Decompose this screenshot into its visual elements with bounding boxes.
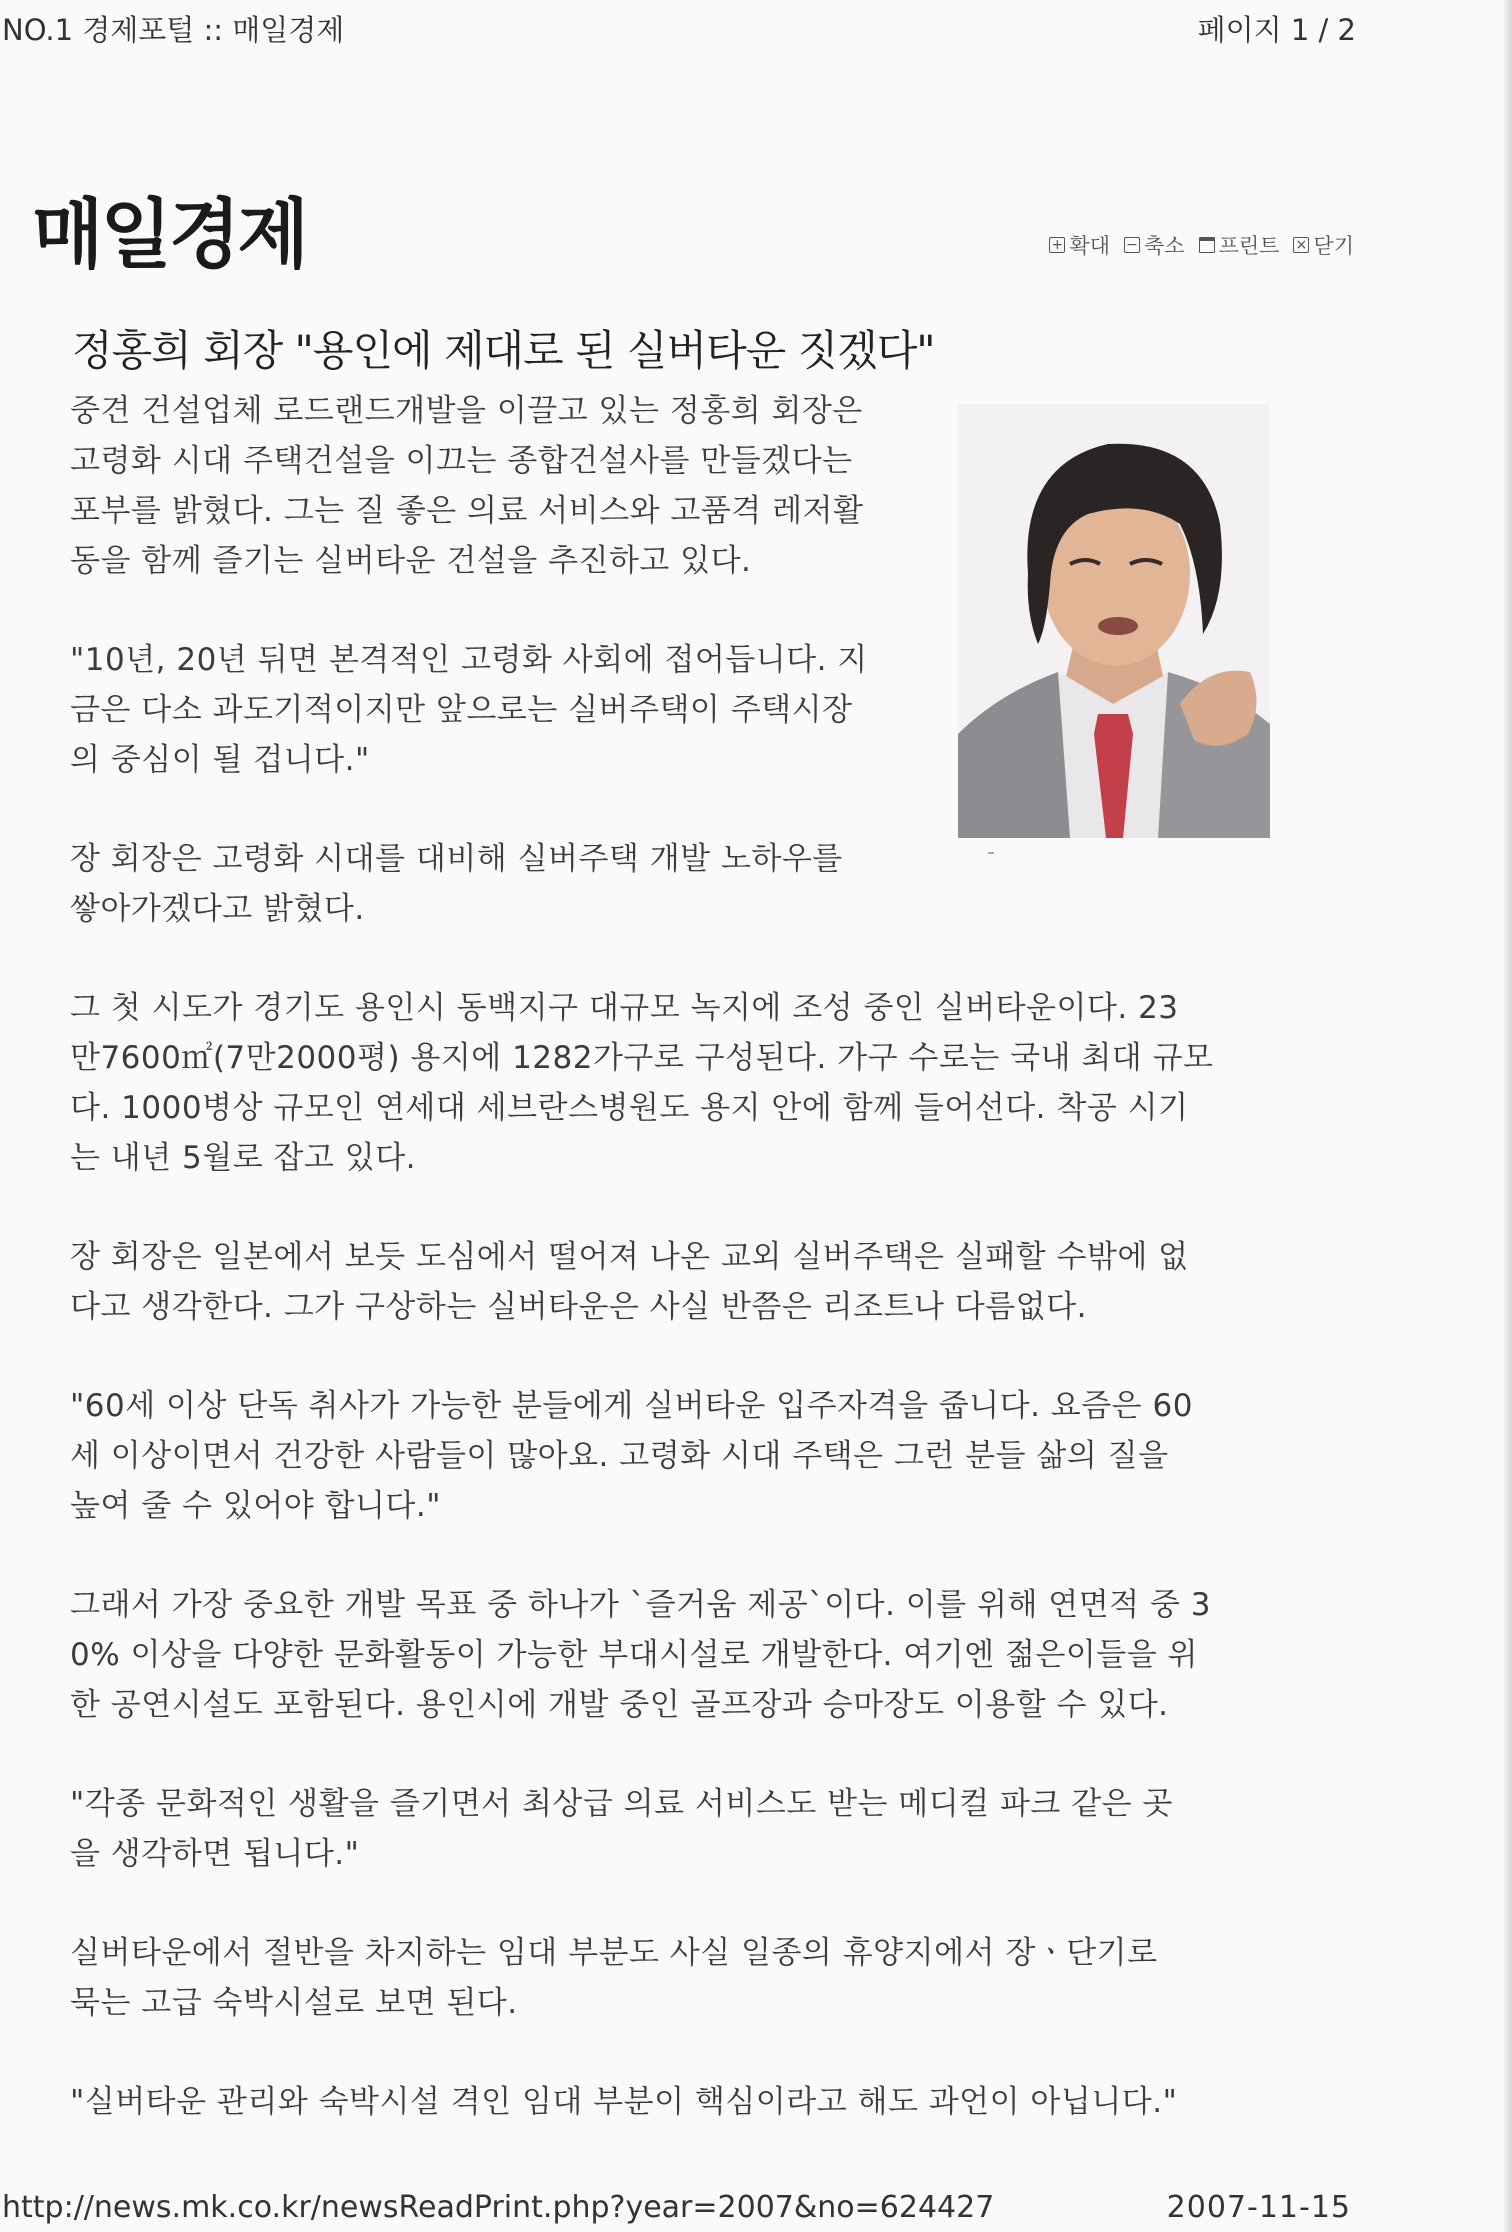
close-box-icon: × — [1293, 237, 1309, 253]
paragraph: 그래서 가장 중요한 개발 목표 중 하나가 `즐거움 제공`이다. 이를 위해 연면적 중 3 0% 이상을 다양한 문화활동이 가능한 부대시설로 개발한다. 여기엔 젊은이들을 위 한 공연시설도 포함된다. 용인시에 개발 중인 골프장과 승마장도 이용할 수 있다. — [70, 1587, 1212, 1723]
zoom-out-button[interactable] — [1124, 230, 1185, 260]
article-body — [70, 386, 1300, 2176]
printer-icon — [1199, 237, 1215, 253]
article-headline: 정홍희 회장 "용인에 제대로 된 실버타운 짓겠다" — [72, 326, 935, 375]
close-button[interactable] — [1293, 230, 1354, 260]
page-edge — [1504, 0, 1512, 2232]
newspaper-logo: 매일경제 — [32, 191, 306, 279]
print-date: 2007-11-15 — [1166, 2190, 1351, 2225]
paragraph: "60세 이상 단독 취사가 가능한 분들에게 실버타운 입주자격을 줍니다. 요즘은 60 세 이상이면서 건강한 사람들이 많아요. 고령화 시대 주택은 그런 분들 삶의 질을 높여 줄 수 있어야 합니다." — [70, 1388, 1193, 1524]
plus-box-icon: + — [1049, 237, 1065, 253]
minus-box-icon: − — [1124, 237, 1140, 253]
print-header — [0, 8, 1512, 48]
article-url: http://news.mk.co.kr/newsReadPrint.php?year=2007&no=624427 — [2, 2190, 995, 2225]
page-indicator: 페이지 1 / 2 — [1197, 13, 1356, 47]
zoom-in-label: 확대 — [1069, 234, 1110, 258]
paragraph: 장 회장은 고령화 시대를 대비해 실버주택 개발 노하우를 쌓아가겠다고 밝혔다. — [70, 841, 843, 927]
paragraph: 실버타운에서 절반을 차지하는 임대 부분도 사실 일종의 휴양지에서 장ㆍ단기로 묵는 고급 숙박시설로 보면 된다. — [70, 1935, 1158, 2021]
paragraph: "10년, 20년 뒤면 본격적인 고령화 사회에 접어듭니다. 지 금은 다소 과도기적이지만 앞으로는 실버주택이 주택시장 의 중심이 될 겁니다." — [70, 642, 868, 778]
print-label: 프린트 — [1218, 234, 1280, 258]
print-button[interactable] — [1199, 230, 1280, 260]
paragraph: "실버타운 관리와 숙박시설 격인 임대 부분이 핵심이라고 해도 과언이 아닙니다." — [70, 2084, 1178, 2120]
paragraph: "각종 문화적인 생활을 즐기면서 최상급 의료 서비스도 받는 메디컬 파크 같은 곳 을 생각하면 됩니다." — [70, 1786, 1173, 1872]
paragraph: 장 회장은 일본에서 보듯 도심에서 떨어져 나온 교외 실버주택은 실패할 수밖에 없 다고 생각한다. 그가 구상하는 실버타운은 사실 반쯤은 리조트나 다름없다. — [70, 1239, 1189, 1325]
paragraph: 그 첫 시도가 경기도 용인시 동백지구 대규모 녹지에 조성 중인 실버타운이다. 23 만7600㎡(7만2000평) 용지에 1282가구로 구성된다. 가구 수로는 국내 최대 규모 다. 1000병상 규모인 연세대 세브란스병원도 용지 안에 함께 들어선다. 착공 시기 는 내년 5월로 잡고 있다. — [70, 990, 1214, 1176]
close-label: 닫기 — [1313, 234, 1354, 258]
site-title: NO.1 경제포털 :: 매일경제 — [2, 13, 345, 47]
zoom-out-label: 축소 — [1143, 234, 1185, 258]
article-toolbar — [1049, 230, 1354, 260]
zoom-in-button[interactable] — [1049, 230, 1110, 260]
paragraph: 중견 건설업체 로드랜드개발을 이끌고 있는 정홍희 회장은 고령화 시대 주택건설을 이끄는 종합건설사를 만들겠다는 포부를 밝혔다. 그는 질 좋은 의료 서비스와 고품격 레저활 동을 함께 즐기는 실버타운 건설을 추진하고 있다. — [70, 393, 864, 579]
